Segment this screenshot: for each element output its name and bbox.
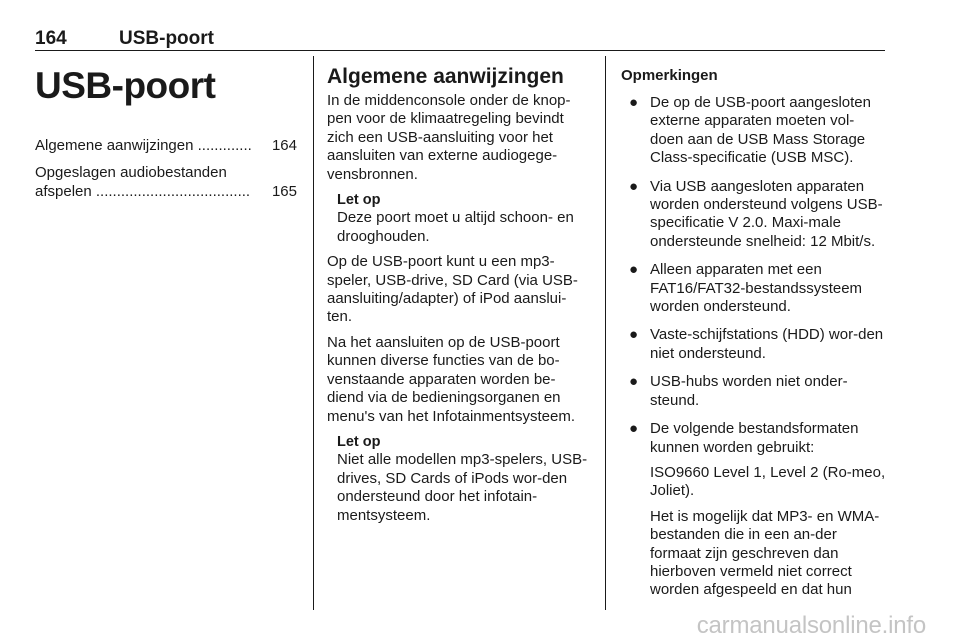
paragraph: Op de USB-poort kunt u een mp3-speler, USB-drive, SD Card (via USB-aansluiting/adapter) of iPod aanslui-ten. <box>327 253 578 326</box>
header-rule <box>35 50 885 51</box>
paragraph: In de middenconsole onder de knop-pen voor de klimaatregeling bevindt zich een USB-aansluiting voor het aansluiten van externe audiogege-vensbronnen. <box>327 92 571 183</box>
toc-entry-text: Algemene aanwijzingen ............. <box>35 137 252 154</box>
toc-list <box>35 136 297 201</box>
list-item <box>621 261 886 316</box>
watermark: carmanualsonline.info <box>696 612 926 639</box>
note-body: Niet alle modellen mp3-spelers, USB-drives, SD Cards of iPods wor-den ondersteund door het infotain-mentsysteem. <box>337 451 588 524</box>
column-divider <box>313 56 314 610</box>
list-item-text: Alleen apparaten met een FAT16/FAT32-bestandssysteem worden ondersteund. <box>650 261 863 316</box>
section-title: Algemene aanwijzingen <box>327 65 564 88</box>
list-item-text: De op de USB-poort aangesloten externe apparaten moeten vol-doen aan de USB Mass Storage Class-specificatie (USB MSC). <box>650 94 871 167</box>
list-item-subtext: Het is mogelijk dat MP3- en WMA-bestanden die in een an-der formaat zijn geschreven dan hierboven vermeld niet correct worden afgespeeld en dat hun <box>650 507 880 599</box>
bullet-icon: ● <box>629 326 639 344</box>
bullet-icon: ● <box>629 373 639 391</box>
note-body: Deze poort moet u altijd schoon- en drooghouden. <box>337 209 574 245</box>
list-item-text: Vaste-schijfstations (HDD) wor-den niet ondersteund. <box>650 326 884 362</box>
general-column <box>327 58 590 532</box>
remarks-list <box>621 94 886 600</box>
bullet-icon: ● <box>629 420 639 438</box>
list-item-text: USB-hubs worden niet onder-steund. <box>650 373 848 409</box>
remarks-column <box>621 58 886 610</box>
bullet-icon: ● <box>629 94 639 111</box>
chapter-title: USB-poort <box>35 65 216 106</box>
list-item-subtext: ISO9660 Level 1, Level 2 (Ro-meo, Joliet). <box>650 463 886 500</box>
note-title: Let op <box>337 192 381 209</box>
toc-entry-page: 164 <box>271 137 297 154</box>
page-number: 164 <box>35 28 67 49</box>
remarks-title: Opmerkingen <box>621 67 718 84</box>
bullet-icon: ● <box>629 177 639 195</box>
toc-entry-text: Opgeslagen audiobestanden afspelen ..................................... <box>35 164 251 200</box>
page-header <box>35 28 885 52</box>
toc-entry-page: 165 <box>271 183 297 200</box>
running-header-title: USB-poort <box>119 28 214 49</box>
note-title: Let op <box>337 433 381 450</box>
list-item-text: Via USB aangesloten apparaten worden ondersteund volgens USB-specificatie V 2.0. Maxi-male ondersteunde snelheid: 12 Mbit/s. <box>650 177 883 250</box>
list-item <box>621 326 886 363</box>
list-item <box>621 178 886 252</box>
toc-entry[interactable] <box>35 163 297 201</box>
toc-column <box>35 58 297 209</box>
list-item <box>621 420 886 600</box>
column-divider <box>605 56 606 610</box>
paragraph: Na het aansluiten op de USB-poort kunnen diverse functies van de bo-venstaande apparaten worden be-diend via de bedieningsorganen en menu's van het Infotainmentsysteem. <box>327 333 575 425</box>
bullet-icon: ● <box>629 261 639 279</box>
toc-entry[interactable] <box>35 136 297 155</box>
list-item <box>621 94 886 168</box>
note-box <box>327 191 590 246</box>
list-item <box>621 373 886 410</box>
list-item-text: De volgende bestandsformaten kunnen worden gebruikt: <box>650 420 859 456</box>
note-box <box>327 433 590 525</box>
